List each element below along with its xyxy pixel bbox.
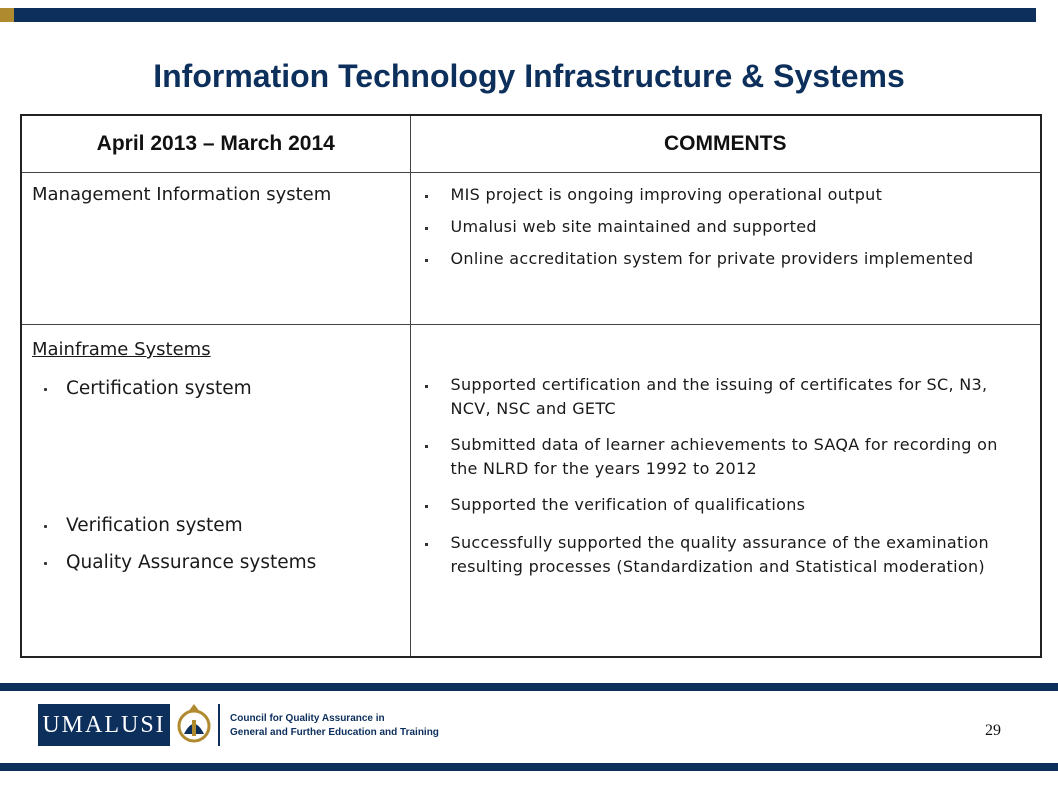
- emblem-icon: [174, 700, 214, 750]
- comment-item: Supported certification and the issuing of certificates for SC, N3, NCV, NSC and GETC: [411, 373, 1041, 421]
- content-table: [20, 114, 1042, 658]
- footer-top-bar: [0, 683, 1058, 691]
- row-label-cell: [21, 325, 410, 657]
- mainframe-heading: Mainframe Systems: [32, 339, 211, 360]
- comments-cell: [410, 173, 1041, 325]
- umalusi-logo: UMALUSI: [38, 704, 170, 746]
- footer-divider: [218, 704, 220, 746]
- column-header-period: April 2013 – March 2014: [21, 115, 410, 173]
- council-text: [230, 712, 439, 740]
- council-line-1: Council for Quality Assurance in: [230, 713, 385, 724]
- footer-bottom-bar: [0, 763, 1058, 771]
- column-header-comments: COMMENTS: [410, 115, 1041, 173]
- row-label-cell: [21, 173, 410, 325]
- comment-item: Submitted data of learner achievements to SAQA for recording on the NLRD for the years 1992 to 2012: [411, 433, 1041, 481]
- top-header-bar: [14, 8, 1036, 22]
- system-item-quality-assurance: Quality Assurance systems: [32, 552, 400, 573]
- comment-item: Successfully supported the quality assurance of the examination resulting processes (Standardization and Statistical moderation): [411, 531, 1041, 579]
- comment-item: Supported the verification of qualifications: [411, 493, 1041, 517]
- row-label-mis: Management Information system: [32, 184, 332, 205]
- system-item-certification: Certification system: [32, 378, 400, 399]
- comment-item: MIS project is ongoing improving operational output: [411, 183, 1041, 207]
- top-accent-gold: [0, 8, 14, 22]
- table-header-row: [21, 115, 1041, 173]
- system-item-verification: Verification system: [32, 515, 400, 536]
- comment-item: Umalusi web site maintained and supported: [411, 215, 1041, 239]
- table-row: [21, 325, 1041, 657]
- comment-item: Online accreditation system for private providers implemented: [411, 247, 1041, 271]
- table-row: [21, 173, 1041, 325]
- comments-cell: [410, 325, 1041, 657]
- page-number: 29: [985, 722, 1001, 739]
- page-title: Information Technology Infrastructure & Systems: [153, 58, 905, 94]
- council-line-2: General and Further Education and Training: [230, 727, 439, 738]
